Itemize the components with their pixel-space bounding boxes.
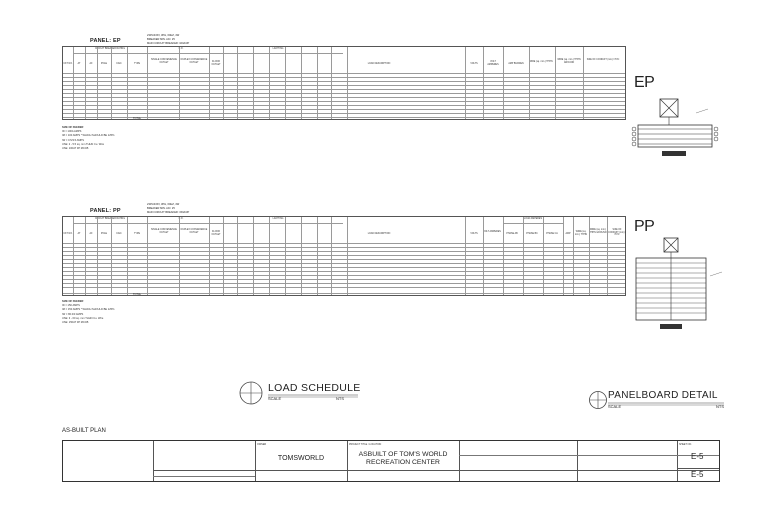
sheet-label: SHEET NO. [679, 443, 692, 446]
owner-label: OWNER [257, 443, 267, 446]
pp-col-circuit-breaker: CIRCUIT BREAKER RATING [94, 218, 126, 220]
sheet-number-1: E-5 [691, 452, 704, 461]
pp-schedule-table [62, 216, 626, 296]
ep-col-amp: AMP BURDEN [508, 63, 524, 65]
project-label: PROJECT TITLE / LOCATION [349, 443, 382, 446]
project-title: ASBUILT OF TOM'S WORLD RECREATION CENTER [358, 451, 448, 466]
ep-notes-line-4: USE: 2 - 5.5 sq. mm THHN Cu. Wire [62, 142, 105, 146]
ep-info-2: BREAKER MIN. AIC: 25 [147, 38, 175, 41]
pp-col-ckt: CKT NO. [63, 233, 73, 235]
ep-panel-title: PANEL: EP [90, 38, 121, 44]
ep-notes-line-2: IM = 100 AMPS * WHICH SHOULD BE 125% [62, 134, 115, 138]
panelboard-detail-nts: NTS [716, 404, 724, 409]
pp-col-af: AF [89, 233, 93, 235]
pp-col-floor: FLOOR OUTLET [211, 231, 221, 236]
pp-info-3: MAIN CIRCUIT BREAKER: 150A/3P [147, 211, 190, 214]
pp-col-pole: POLE [100, 233, 108, 235]
owner-name: TOMSWORLD [277, 455, 325, 462]
ep-col-af: AF [89, 63, 93, 65]
panelboard-detail-title: PANELBOARD DETAIL [608, 390, 718, 401]
pp-panelboard-drawing [626, 236, 726, 346]
ep-col-type: TYPE [134, 63, 140, 65]
ep-col-va: VOLT AMPERES [487, 61, 499, 66]
ep-col-ckt: CKT NO. [63, 63, 73, 65]
pp-notes-line-2: IM = 150 AMPS * WHICH SHOULD BE 125% [62, 308, 115, 312]
ep-feeder-notes [62, 126, 114, 151]
pp-col-wire: WIRE (sq. mm.) THHN [574, 231, 588, 236]
pp-col-lighting: LIGHTING [272, 218, 284, 220]
pp-info-1: 230V/415V, 3PH, 60HZ, 4W [147, 203, 180, 206]
pp-col-conduit: SIZE OF CONDUIT (mm) / PVC [608, 229, 626, 237]
pp-col-kaic: KAIC [116, 233, 122, 235]
pp-col-ab: PHASE AB [506, 233, 518, 235]
ep-col-floor: FLOOR OUTLET [211, 61, 221, 66]
pp-panel-title: PANEL: PP [90, 208, 121, 214]
load-schedule-title: LOAD SCHEDULE [268, 382, 361, 394]
ep-notes-line-5: USE: 100AT 3P MCCB [62, 147, 89, 151]
ep-col-circuit-breaker: CIRCUIT BREAKER RATING [94, 48, 126, 50]
pp-notes-heading: SIZE OF FEEDER [62, 300, 84, 303]
pp-col-type: TYPE [134, 233, 140, 235]
ep-schedule-table [62, 46, 626, 120]
pp-col-bc: PHASE BC [526, 233, 538, 235]
pp-col-volts: VOLTS [470, 233, 478, 235]
load-schedule-scale-label: SCALE [268, 396, 282, 401]
panelboard-detail-scale-label: SCALE [608, 404, 622, 409]
ep-total-label: TOTAL [133, 117, 142, 120]
pp-col-at: AT [77, 233, 81, 235]
pp-notes-line-3: IW = 80.0/3 AMPS [62, 312, 84, 316]
ep-col-pole: POLE [100, 63, 108, 65]
detail-underline [608, 402, 724, 406]
ep-notes-line-1: ID = 100A AMPS [62, 130, 82, 134]
pp-notes-line-1: ID = 150 AMPS [62, 304, 80, 308]
pp-col-duplex: DUPLEX CONVENIENCE OUTLET [180, 229, 208, 234]
ep-col-desc: LOAD DESCRIPTION [367, 63, 391, 65]
ep-col-at: AT [77, 63, 81, 65]
as-built-label: AS-BUILT PLAN [62, 428, 106, 434]
ep-col-lighting: LIGHTING [272, 48, 284, 50]
ep-col-co: C.O. [178, 48, 184, 50]
pp-col-ground: WIRE (sq. mm.) THHN GROUND [589, 229, 607, 234]
pp-col-desc: LOAD DESCRIPTION [367, 233, 391, 235]
pp-total-label: TOTAL [133, 293, 142, 296]
ep-col-single: SINGLE CONVENIENCE OUTLET [151, 59, 177, 64]
caption-underline [268, 394, 358, 398]
pp-equipment-label: PP [634, 218, 655, 235]
pp-col-single: SINGLE CONVENIENCE OUTLET [151, 229, 177, 234]
ep-info-1: 230V/415V, 3PH, 60HZ, 4W [147, 34, 180, 37]
ep-col-volts: VOLTS [470, 63, 478, 65]
pp-feeder-notes [62, 300, 114, 325]
ep-col-duplex: DUPLEX CONVENIENCE OUTLET [180, 59, 208, 64]
pp-info-2: BREAKER MIN. AIC: 25 [147, 207, 175, 210]
load-schedule-nts: NTS [336, 396, 344, 401]
section-marker-icon [238, 380, 264, 406]
ep-notes-line-3: IW = 0.5/3.5 AMPS [62, 138, 84, 142]
ep-col-kaic: KAIC [116, 63, 122, 65]
pp-col-amp: AMP [565, 233, 571, 235]
pp-col-ca: PHASE CA [546, 233, 558, 235]
ep-info-3: MAIN CIRCUIT BREAKER: 100A/3P [147, 42, 190, 45]
ep-col-conduit: SIZE OF CONDUIT (mm) / PVC [586, 59, 620, 61]
title-block [62, 440, 720, 482]
ep-col-wire: WIRE (sq. mm.) THHN [529, 61, 553, 63]
sheet-number-2: E-5 [691, 470, 704, 479]
pp-notes-line-4: USE: 3 - 60 sq. mm THHN Cu. Wire [62, 316, 104, 320]
ep-col-ground: WIRE (sq. mm.) THHN GROUND [557, 59, 581, 64]
detail-marker-icon [588, 390, 608, 410]
pp-notes-line-5: USE: 150AT 3P MCCB [62, 321, 89, 325]
ep-panelboard-drawing [630, 95, 730, 175]
pp-col-load-amperes: LOAD AMPERES [524, 218, 542, 220]
pp-col-va: VOLT AMPERES [483, 231, 501, 233]
ep-notes-heading: SIZE OF FEEDER [62, 126, 84, 129]
ep-equipment-label: EP [634, 74, 655, 91]
pp-col-co: C.O. [178, 218, 184, 220]
